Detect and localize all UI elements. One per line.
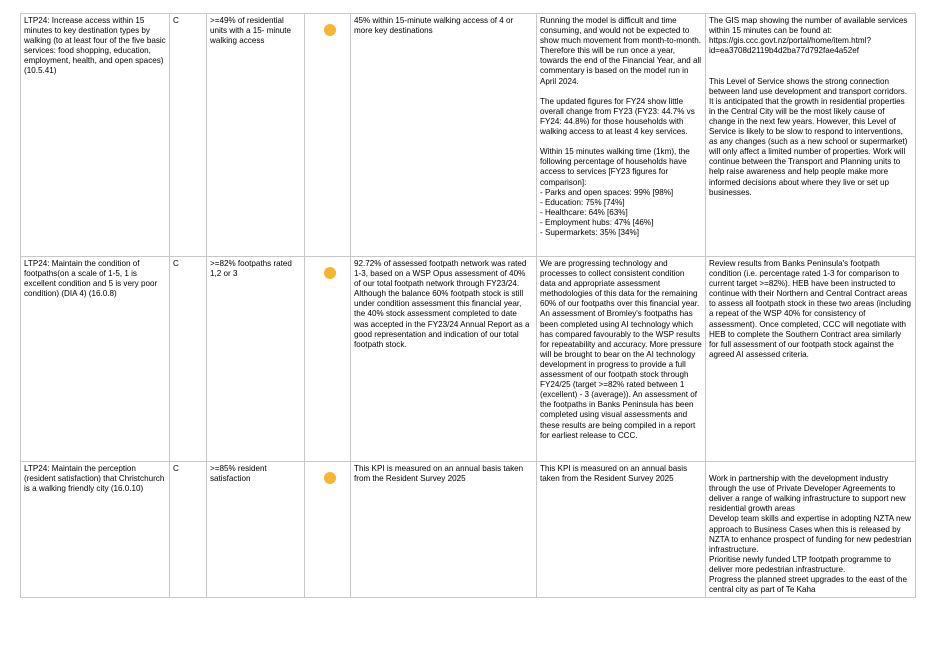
kpi-table [20,13,916,598]
status-cell [305,14,351,257]
amber-status-icon [324,472,336,484]
target-cell: >=82% footpaths rated 1,2 or 3 [207,257,305,462]
result-cell: This KPI is measured on an annual basis taken from the Resident Survey 2025 [351,462,537,598]
indicator-cell: LTP24: Maintain the condition of footpaths(on a scale of 1-5, 1 is excellent condition and 5 is very poor condition) (DIA 4) (16.0.8) [21,257,170,462]
notes-cell: Review results from Banks Peninsula's footpath condition (i.e. percentage rated 1-3 for comparison to current target >=82%). HEB have been instructed to continue with their Northern and Central Contract areas to assess all footpath stock in these two areas (including a repeat of the WSP 40% for consistency of assessment). Once completed, CCC will negotiate with HEB to complete the Southern Contract area similarly for full assessment of our footpath stock against the agreed AI assessed criteria. [706,257,916,462]
notes-cell: Work in partnership with the development industry through the use of Private Developer Agreements to deliver a range of walking infrastructure to support new residential growth areas Develop team skills and expertise in adopting NZTA new approach to Business Cases when this is released by NZTA to enhance prospect of funding for new pedestrian infrastructure. Prioritise newly funded LTP footpath programme to deliver more pedestrian infrastructure. Progress the planned street upgrades to the east of the central city as part of Te Kaha [706,462,916,598]
target-cell: >=85% resident satisfaction [207,462,305,598]
table-row [21,462,916,598]
commentary-cell: Running the model is difficult and time consuming, and would not be expected to show much movement from month-to-month. Therefore this will be run once a year, towards the end of the Financial Year, and all commentary is based on the model run in April 2024. The updated figures for FY24 show little overall change from FY23 (FY23: 44.7% vs FY24: 44.8%) for those households with walking access to at least 4 key services. Within 15 minutes walking time (1km), the following percentage of households have access to services [FY23 figures for comparison]: - Parks and open spaces: 99% [98%] - Education: 75% [74%] - Healthcare: 64% [63%] - Employment hubs: 47% [46%] - Supermarkets: 35% [34%] [537,14,706,257]
notes-cell: The GIS map showing the number of available services within 15 minutes can be found at: https://gis.ccc.govt.nz/portal/home/item.html?id=ea3708d2119b4d2ba77d792fae4a52ef This Level of Service shows the strong connection between land use development and transport corridors. It is anticipated that the growth in residential properties in the Central City will be the most likely cause of change in the next few years. However, this Level of Service is likely to be slow to respond to interventions, as any changes (such as a new school or supermarket) will only affect a limited number of properties. Work will continue between the Transport and Planning units to help raise awareness and help people make more informed decisions about where they live or set up businesses. [706,14,916,257]
amber-status-icon [324,24,336,36]
table-row [21,14,916,257]
result-cell: 45% within 15-minute walking access of 4 or more key destinations [351,14,537,257]
commentary-cell: We are progressing technology and processes to collect consistent condition data and appropriate assessment methodologies of this data for the remaining 60% of our footpaths over this financial year. An assessment of Bromley's footpaths has been completed using AI technology which has compared favourably to the WSP results for repeatability and accuracy. More pressure will be brought to bear on the AI technology development in progress to provide a full assessment of our footpath stock through FY24/25 (target >=82% rated between 1 (excellent) - 3 (average)). An assessment of the footpaths in Banks Peninsula has been completed using visual assessments and these results are being compiled in a report for earliest release to CCC. [537,257,706,462]
status-cell [305,257,351,462]
result-cell: 92.72% of assessed footpath network was rated 1-3, based on a WSP Opus assessment of 40% of our total footpath network through FY23/24. Although the balance 60% footpath stock is still under condition assessment this financial year, the 40% stock assessment completed to date was accepted in the FY23/24 Annual Report as a good representation and indication of our total footpath stock. [351,257,537,462]
amber-status-icon [324,267,336,279]
indicator-cell: LTP24: Increase access within 15 minutes to key destination types by walking (to at least four of the five basic services: food shopping, education, employment, health, and open spaces) (10.5.41) [21,14,170,257]
target-cell: >=49% of residential units with a 15- minute walking access [207,14,305,257]
type-cell: C [170,462,207,598]
commentary-cell: This KPI is measured on an annual basis taken from the Resident Survey 2025 [537,462,706,598]
type-cell: C [170,14,207,257]
indicator-cell: LTP24: Maintain the perception (resident satisfaction) that Christchurch is a walking friendly city (16.0.10) [21,462,170,598]
status-cell [305,462,351,598]
type-cell: C [170,257,207,462]
table-row [21,257,916,462]
